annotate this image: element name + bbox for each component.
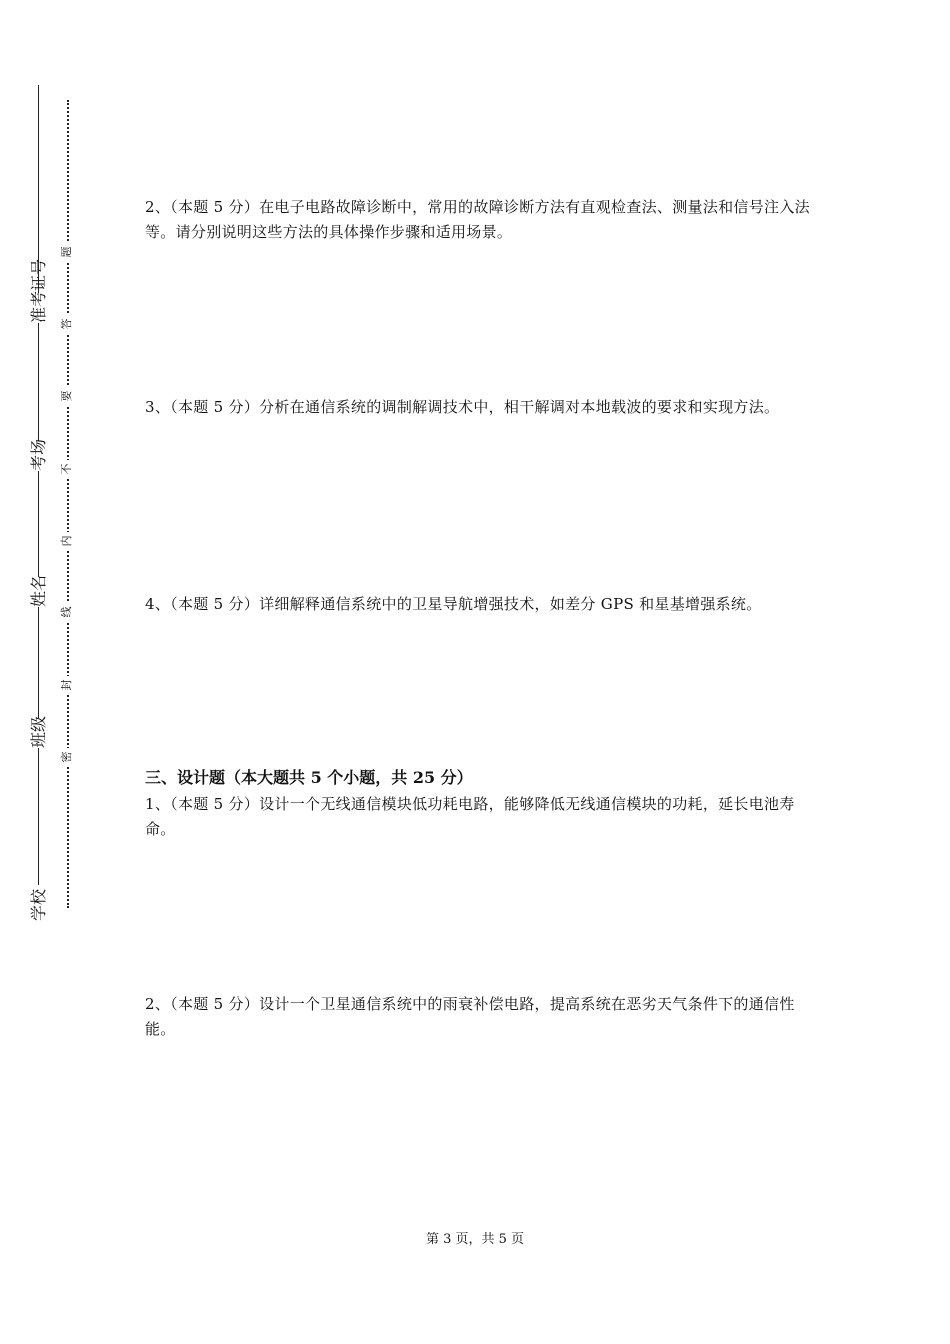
seal-char: 线: [61, 603, 73, 621]
seal-char: 要: [61, 387, 73, 405]
field-school: 学校: [29, 888, 48, 921]
seal-char: 不: [61, 460, 73, 478]
section-title-design: 三、设计题（本大题共 5 个小题，共 25 分）: [145, 768, 473, 787]
question-4: 4、（本题 5 分）详细解释通信系统中的卫星导航增强技术，如差分 GPS 和星基增强系统。: [145, 595, 762, 613]
binding-margin: [0, 0, 110, 1344]
seal-char: 答: [61, 315, 73, 333]
question-3: 3、（本题 5 分）分析在通信系统的调制解调技术中，相干解调对本地载波的要求和实现方法。: [145, 398, 780, 416]
binding-dotted-line: [67, 100, 69, 908]
field-name: 姓名: [29, 574, 48, 607]
design-question-1: 1、（本题 5 分）设计一个无线通信模块低功耗电路，能够降低无线通信模块的功耗，延长电池寿命。: [145, 795, 795, 838]
field-class: 班级: [29, 715, 48, 748]
design-question-2: 2、（本题 5 分）设计一个卫星通信系统中的雨衰补偿电路，提高系统在恶劣天气条件下的通信性能。: [145, 995, 795, 1038]
seal-char: 密: [61, 748, 73, 766]
question-2: 2、（本题 5 分）在电子电路故障诊断中，常用的故障诊断方法有直观检查法、测量法和信号注入法等。请分别说明这些方法的具体操作步骤和适用场景。: [145, 198, 810, 241]
seal-char: 题: [61, 243, 73, 261]
field-exam-room: 考场: [29, 438, 48, 471]
field-exam-id: 准考证号: [29, 258, 48, 323]
seal-char: 封: [61, 676, 73, 694]
seal-char: 内: [61, 532, 73, 550]
page-number: 第 3 页，共 5 页: [425, 1232, 525, 1247]
binding-solid-line: [38, 85, 39, 885]
